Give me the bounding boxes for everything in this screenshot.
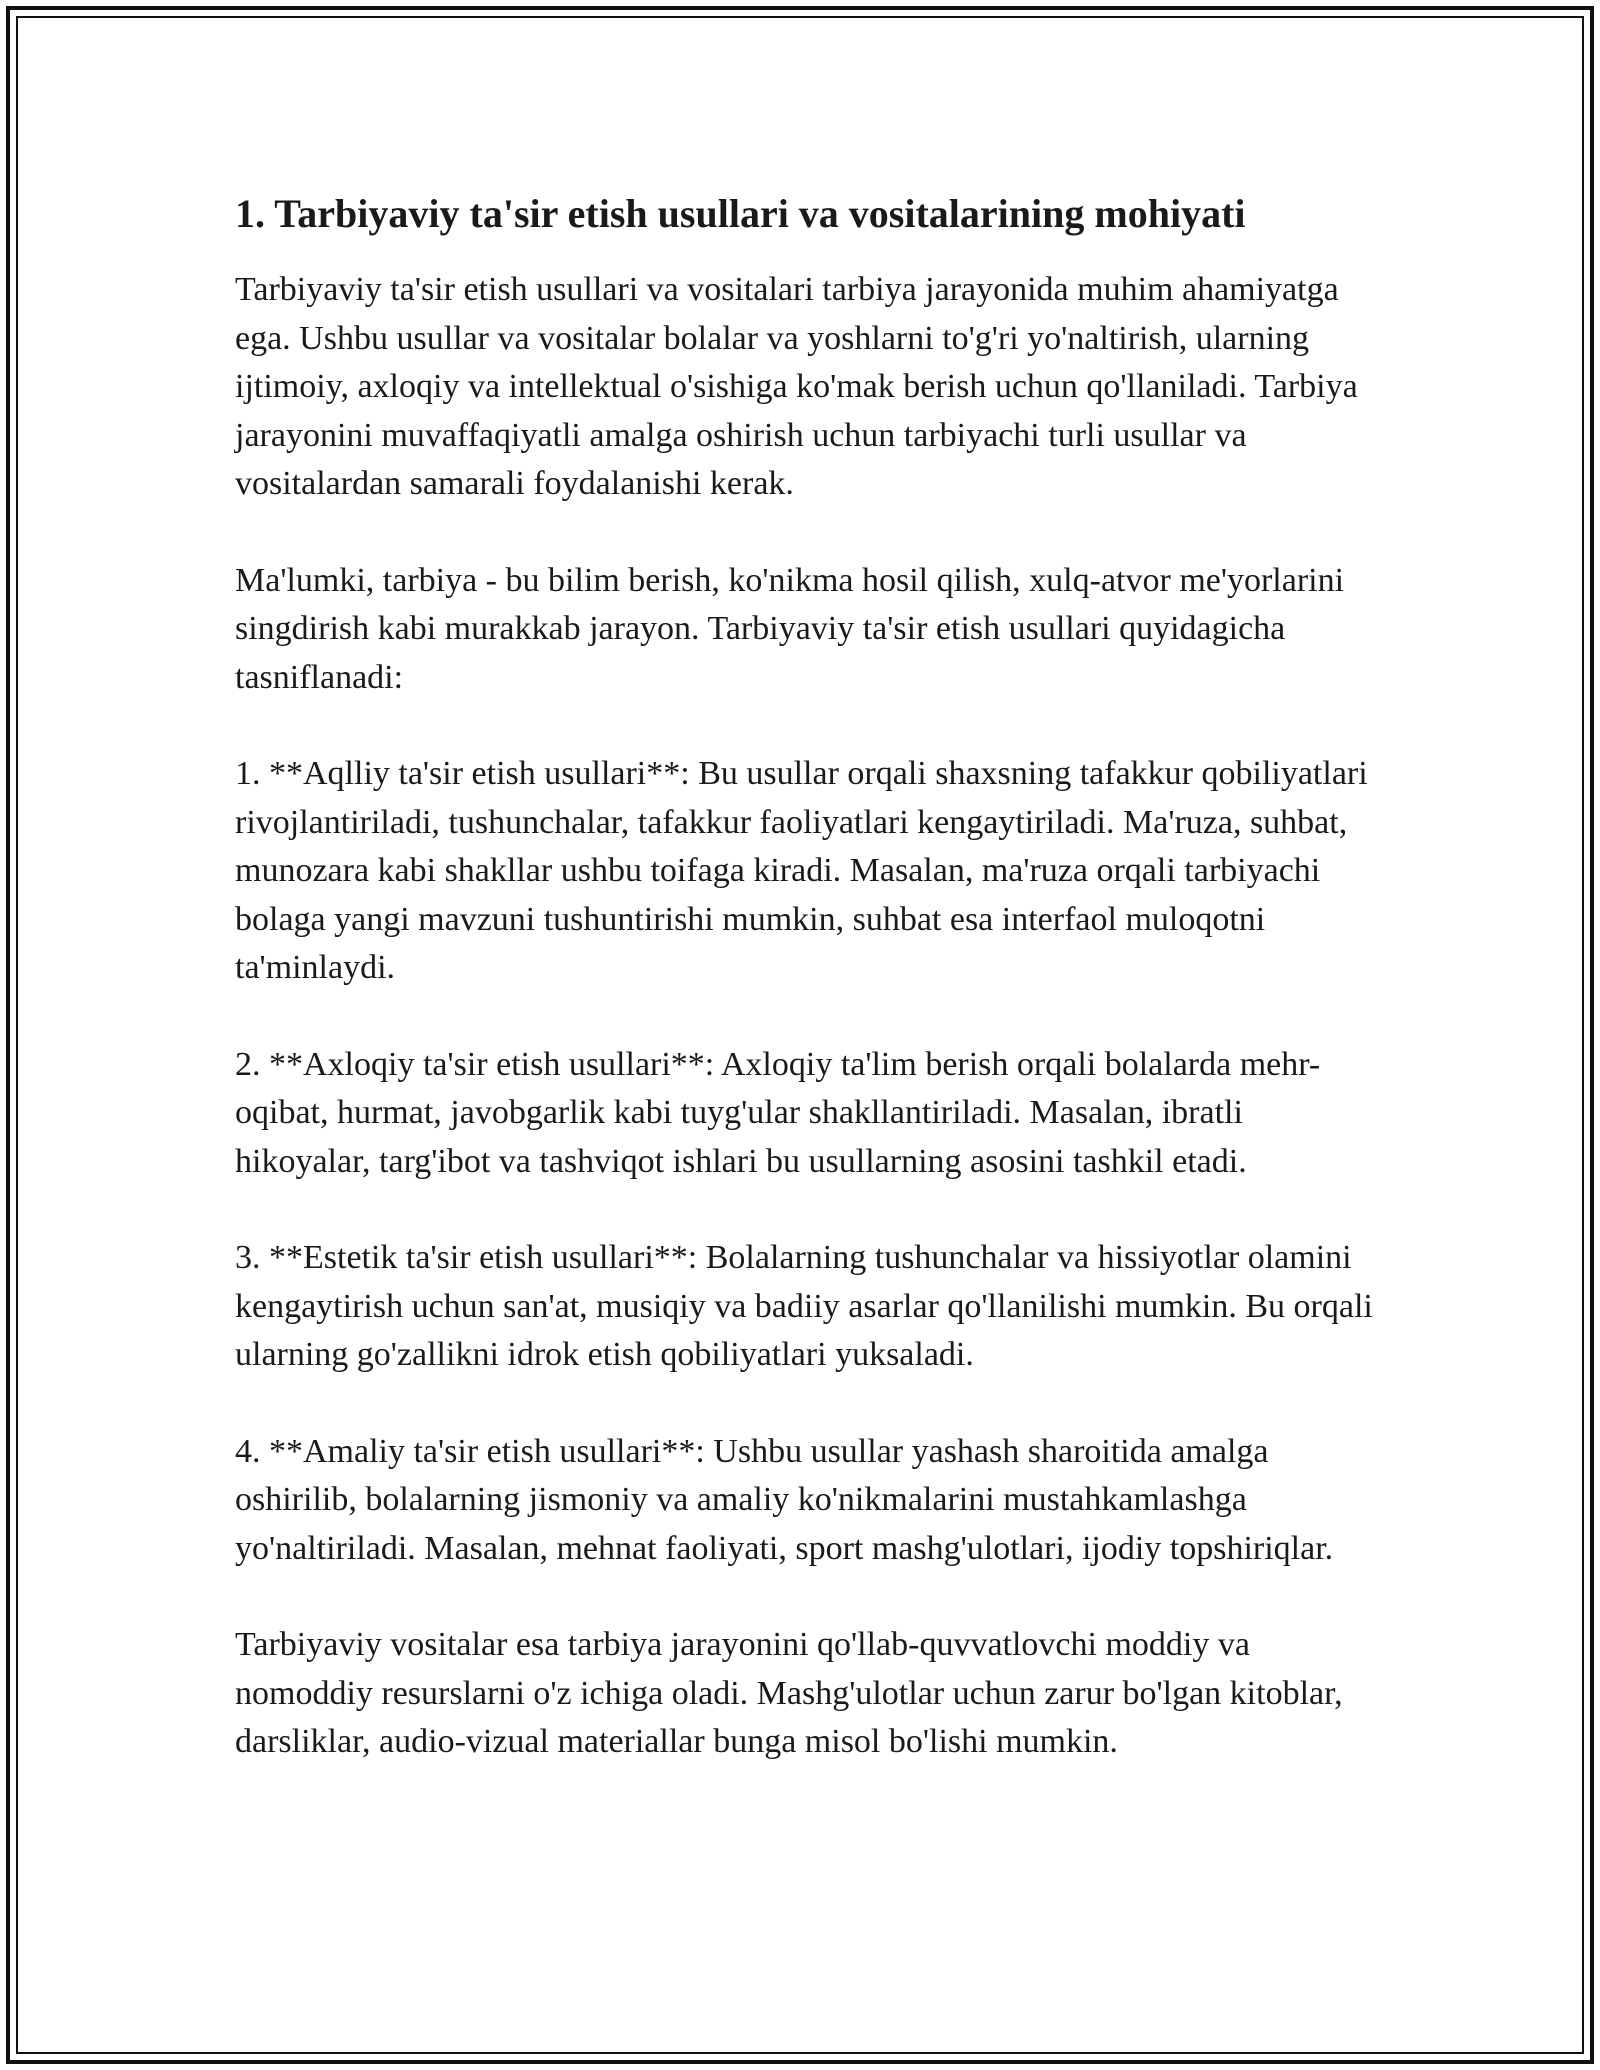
paragraph-item-1: 1. **Aqlliy ta'sir etish usullari**: Bu usullar orqali shaxsning tafakkur qobiliyatlari rivojlantiriladi, tushunchalar, tafakkur faoliyatlari kengaytiriladi. Ma'ruza, suhbat, munozara kabi shakllar ushbu toifaga kiradi. Masalan, ma'ruza orqali tarbiyachi bolaga yangi mavzuni tushuntirishi mumkin, suhbat esa interfaol muloqotni ta'minlaydi.: [235, 755, 1368, 986]
paragraph-classification: Ma'lumki, tarbiya - bu bilim berish, ko'nikma hosil qilish, xulq-atvor me'yorlarini singdirish kabi murakkab jarayon. Tarbiyaviy ta'sir etish usullari quyidagicha tasniflanadi:: [235, 561, 1345, 696]
paragraph-item-4: 4. **Amaliy ta'sir etish usullari**: Ushbu usullar yashash sharoitida amalga oshirilib, bolalarning jismoniy va amaliy ko'nikmalarini mustahkamlashga yo'naltiriladi. Masalan, mehnat faoliyati, sport mashg'ulotlari, ijodiy topshiriqlar.: [235, 1432, 1334, 1567]
paragraph-intro: Tarbiyaviy ta'sir etish usullari va vositalari tarbiya jarayonida muhim ahamiyatga ega. Ushbu usullar va vositalar bolalar va yoshlarni to'g'ri yo'naltirish, ularning ijtimoiy, axloqiy va intellektual o'sishiga ko'mak berish uchun qo'llaniladi. Tarbiya jarayonini muvaffaqiyatli amalga oshirish uchun tarbiyachi turli usullar va vositalardan samarali foydalanishi kerak.: [235, 271, 1358, 502]
section-heading: 1. Tarbiyaviy ta'sir etish usullari va vositalarining mohiyati: [235, 191, 1246, 236]
paragraph-item-3: 3. **Estetik ta'sir etish usullari**: Bolalarning tushunchalar va hissiyotlar olamini kengaytirish uchun san'at, musiqiy va badiiy asarlar qo'llanilishi mumkin. Bu orqali ularning go'zallikni idrok etish qobiliyatlari yuksaladi.: [235, 1239, 1373, 1373]
document-body: [235, 186, 1375, 1815]
paragraph-item-2: 2. **Axloqiy ta'sir etish usullari**: Axloqiy ta'lim berish orqali bolalarda mehr-oqibat, hurmat, javobgarlik kabi tuyg'ular shakllantiriladi. Masalan, ibratli hikoyalar, targ'ibot va tashviqot ishlari bu usullarning asosini tashkil etadi.: [235, 1045, 1321, 1180]
paragraph-conclusion: Tarbiyaviy vositalar esa tarbiya jarayonini qo'llab-quvvatlovchi moddiy va nomoddiy resurslarni o'z ichiga oladi. Mashg'ulotlar uchun zarur bo'lgan kitoblar, darsliklar, audio-vizual materiallar bunga misol bo'lishi mumkin.: [235, 1626, 1343, 1760]
